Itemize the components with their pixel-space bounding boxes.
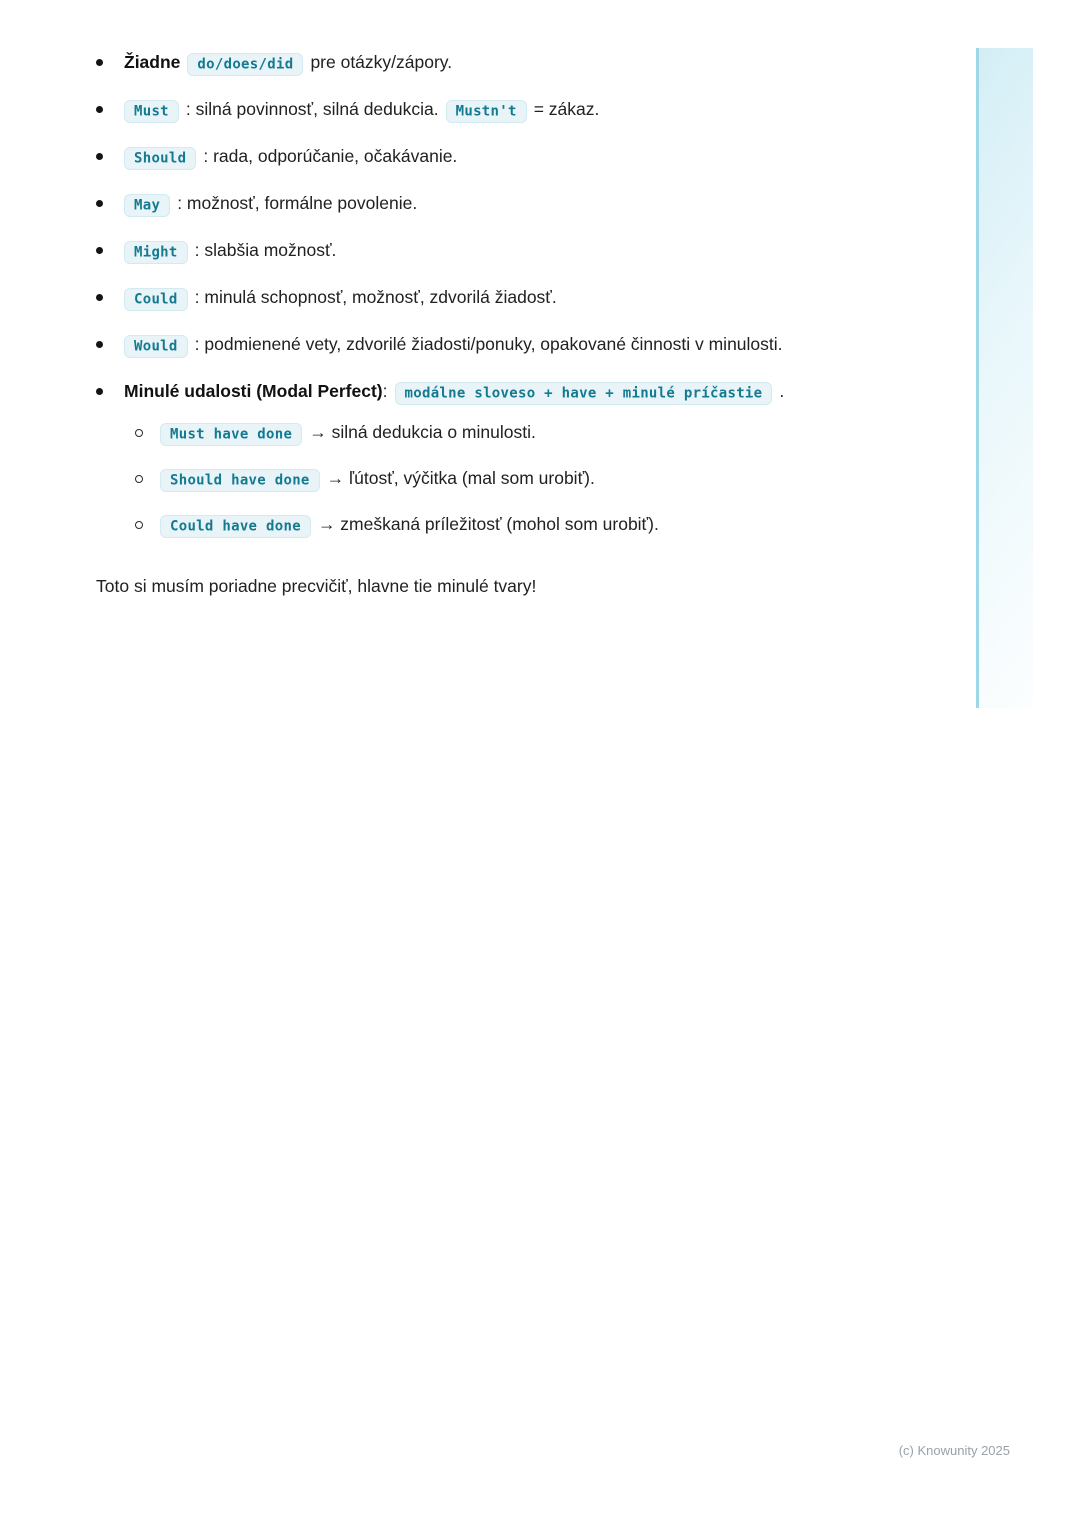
- list-item-body: [124, 281, 796, 316]
- list-item-body: [124, 140, 796, 175]
- code-tag: Mustn't: [446, 100, 527, 123]
- bold-text: Žiadne: [124, 52, 181, 72]
- sublist-item: [124, 508, 796, 543]
- list-item: [96, 375, 796, 554]
- code-tag: Should: [124, 147, 196, 170]
- bullet-icon: [96, 93, 124, 113]
- item-text: : slabšia možnosť.: [194, 240, 337, 260]
- sublist-item: [124, 416, 796, 451]
- circle-bullet-icon: [124, 508, 160, 529]
- list-item: [96, 187, 796, 222]
- bold-text: Minulé udalosti (Modal Perfect): [124, 381, 383, 401]
- item-text: : možnosť, formálne povolenie.: [177, 193, 418, 213]
- item-text: .: [779, 381, 785, 401]
- sublist-item-body: [160, 508, 796, 543]
- circle-bullet-icon: [124, 462, 160, 483]
- modal-verbs-list: [96, 46, 796, 554]
- item-text: : silná povinnosť, silná dedukcia.: [185, 99, 439, 119]
- modal-perfect-sublist: [124, 416, 796, 543]
- item-text: = zákaz.: [533, 99, 600, 119]
- list-item-body: [124, 93, 796, 128]
- item-text: : minulá schopnosť, možnosť, zdvorilá žiadosť.: [194, 287, 557, 307]
- code-tag: Must: [124, 100, 179, 123]
- bullet-icon: [96, 140, 124, 160]
- notes-content: [96, 46, 796, 618]
- bullet-icon: [96, 234, 124, 254]
- code-tag: Must have done: [160, 423, 302, 446]
- code-tag: modálne sloveso + have + minulé príčastie: [395, 382, 773, 405]
- sublist-item-body: [160, 416, 796, 451]
- sublist-item-body: [160, 462, 796, 497]
- list-item-body: [124, 328, 796, 363]
- item-text: → ľútosť, výčitka (mal som urobiť).: [326, 468, 595, 488]
- copyright-footer: (c) Knowunity 2025: [898, 1443, 1010, 1458]
- list-item-body: [124, 234, 796, 269]
- bullet-icon: [96, 281, 124, 301]
- item-text: → zmeškaná príležitosť (mohol som urobiť).: [317, 514, 659, 534]
- code-tag: Could have done: [160, 515, 311, 538]
- closing-note: Toto si musím poriadne precvičiť, hlavne tie minulé tvary!: [96, 576, 537, 596]
- sublist-item: [124, 462, 796, 497]
- item-text: : podmienené vety, zdvorilé žiadosti/ponuky, opakované činnosti v minulosti.: [194, 334, 783, 354]
- list-item-body: [124, 375, 796, 554]
- list-item: [96, 281, 796, 316]
- circle-bullet-icon: [124, 416, 160, 437]
- code-tag: Might: [124, 241, 188, 264]
- item-text: : rada, odporúčanie, očakávanie.: [203, 146, 458, 166]
- code-tag: Would: [124, 335, 188, 358]
- page-edge-gradient-decoration: [976, 48, 1033, 708]
- code-tag: Could: [124, 288, 188, 311]
- code-tag: do/does/did: [187, 53, 303, 76]
- list-item: [96, 234, 796, 269]
- list-item: [96, 46, 796, 81]
- list-item-body: [124, 187, 796, 222]
- bullet-icon: [96, 328, 124, 348]
- bullet-icon: [96, 187, 124, 207]
- list-item: [96, 93, 796, 128]
- bullet-icon: [96, 46, 124, 66]
- list-item-body: [124, 46, 796, 81]
- code-tag: May: [124, 194, 170, 217]
- code-tag: Should have done: [160, 469, 320, 492]
- item-text: :: [382, 381, 388, 401]
- item-text: → silná dedukcia o minulosti.: [309, 422, 536, 442]
- list-item: [96, 140, 796, 175]
- item-text: pre otázky/zápory.: [310, 52, 453, 72]
- bullet-icon: [96, 375, 124, 395]
- list-item: [96, 328, 796, 363]
